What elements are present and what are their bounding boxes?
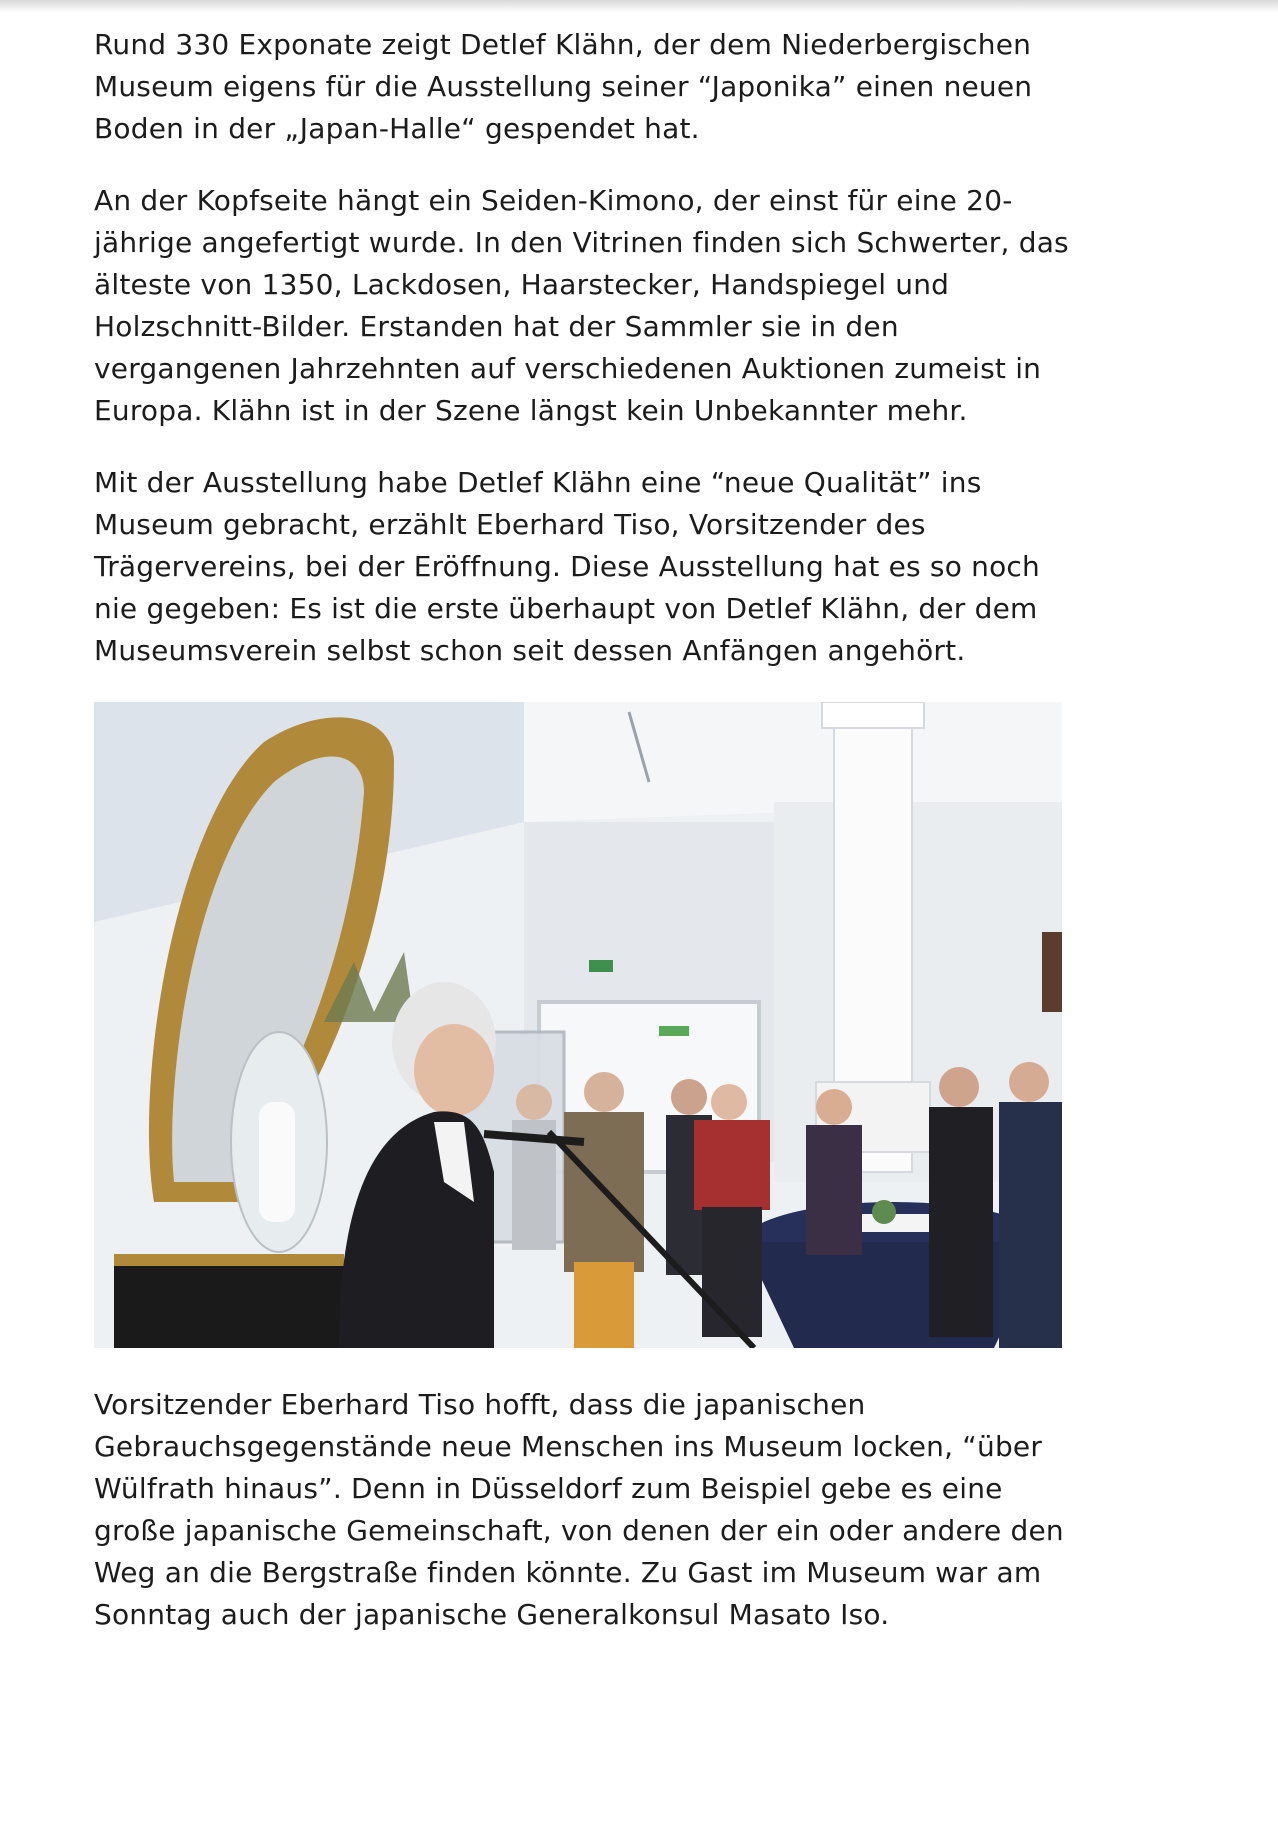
top-edge-shadow bbox=[0, 0, 1278, 12]
article-paragraph-1: Rund 330 Exponate zeigt Detlef Klähn, der dem Niederbergischen Museum eigens für die Ausstellung seiner “Japonika” einen neuen Boden in der „Japan-Halle“ gespendet hat. bbox=[94, 28, 1033, 145]
article-paragraph-3: Mit der Ausstellung habe Detlef Klähn eine “neue Qualität” ins Museum gebracht, erzählt Eberhard Tiso, Vorsitzender des Trägervereins, bei der Eröffnung. Diese Ausstellung hat es so noch nie gegeben: Es ist die erste überhaupt von Detlef Klähn, der dem Museumsverein selbst schon seit dessen Anfängen angehört. bbox=[94, 466, 1040, 667]
article-paragraph-2: An der Kopfseite hängt ein Seiden-Kimono, der einst für eine 20-jährige angefertigt wurde. In den Vitrinen finden sich Schwerter, das älteste von 1350, Lackdosen, Haarstecker, Handspiegel und Holzschnitt-Bilder. Erstanden hat der Sammler sie in den vergangenen Jahrzehnten auf verschiedenen Auktionen zumeist in Europa. Klähn ist in der Szene längst kein Unbekannter mehr. bbox=[94, 184, 1069, 427]
article-photo[interactable] bbox=[94, 702, 1062, 1348]
exhibition-opening-photo bbox=[94, 702, 1062, 1348]
article-body bbox=[94, 24, 1074, 1666]
article-paragraph-4: Vorsitzender Eberhard Tiso hofft, dass die japanischen Gebrauchsgegenstände neue Menschen ins Museum locken, “über Wülfrath hinaus”. Denn in Düsseldorf zum Beispiel gebe es eine große japanische Gemeinschaft, von denen der ein oder andere den Weg an die Bergstraße finden könnte. Zu Gast im Museum war am Sonntag auch der japanische Generalkonsul Masato Iso. bbox=[94, 1388, 1064, 1631]
